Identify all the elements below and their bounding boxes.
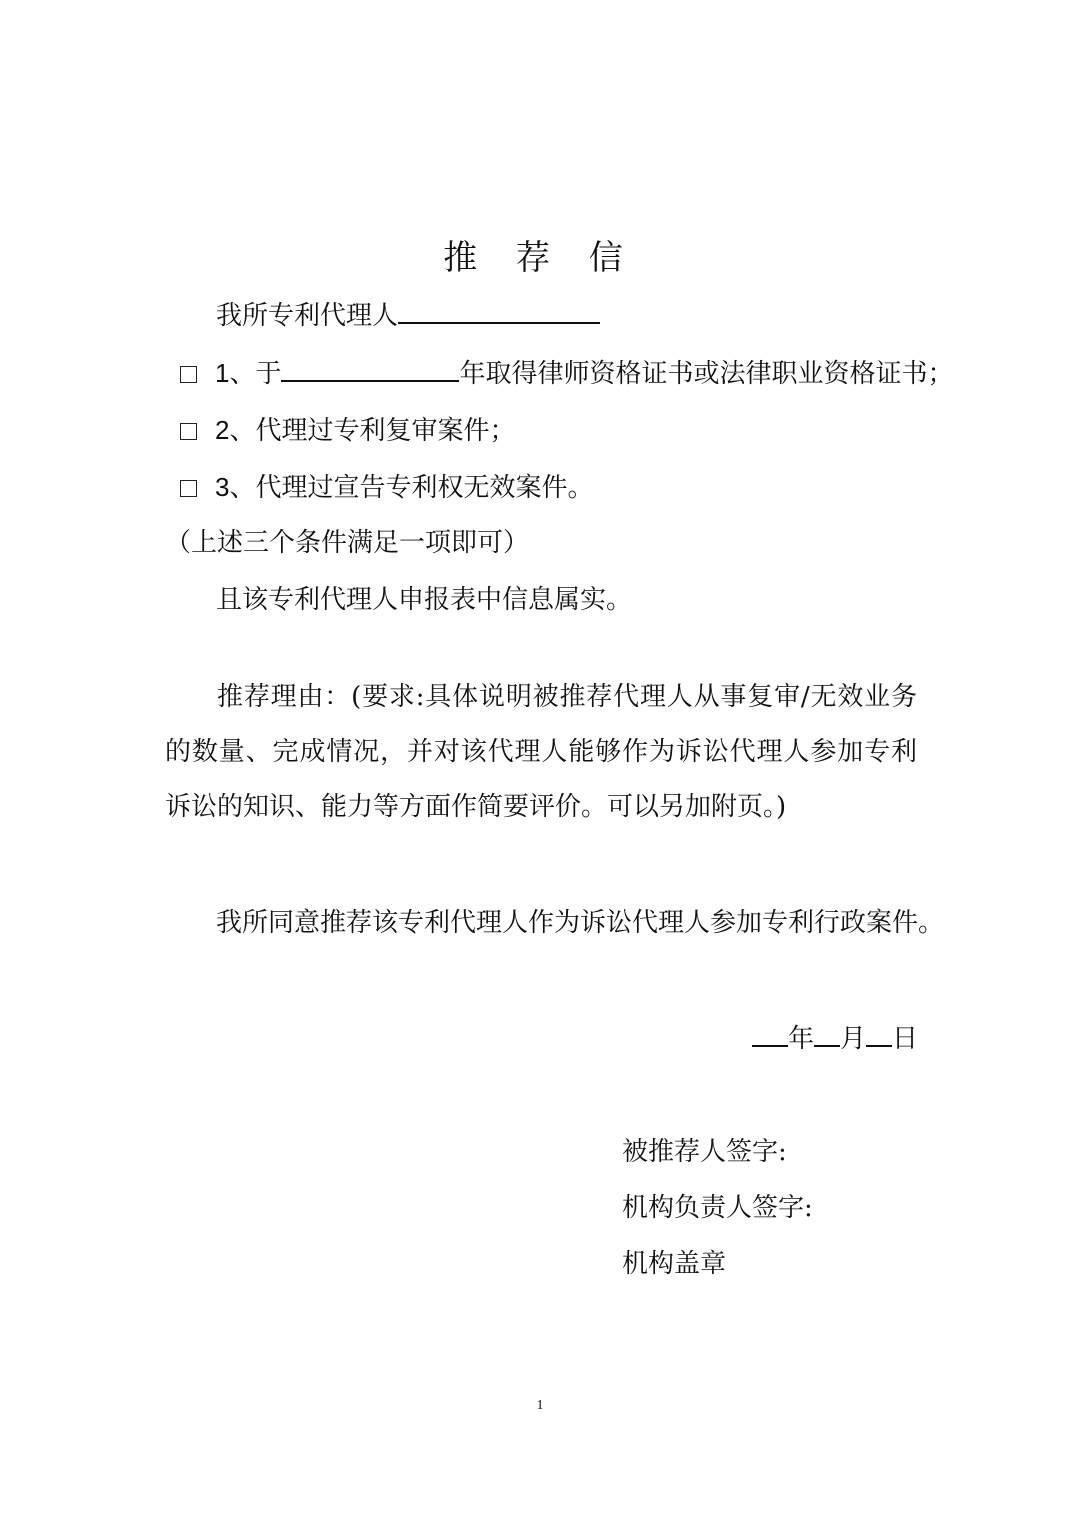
date-day-blank[interactable] bbox=[866, 1021, 892, 1047]
intro-line bbox=[216, 298, 600, 333]
date-year-label: 年 bbox=[788, 1024, 815, 1054]
condition-3-label: 3、代理过宣告专利权无效案件。 bbox=[215, 472, 594, 502]
head-signature-label: 机构负责人签字: bbox=[622, 1193, 813, 1223]
date-month-label: 月 bbox=[840, 1024, 867, 1054]
agent-name-blank[interactable] bbox=[398, 298, 600, 324]
date-year-blank[interactable] bbox=[752, 1021, 788, 1047]
condition-2-label: 2、代理过专利复审案件； bbox=[215, 415, 516, 445]
condition-1 bbox=[180, 356, 953, 391]
reason-paragraph: 推荐理由：(要求:具体说明被推荐代理人从事复审/无效业务的数量、完成情况，并对该代理人能够作为诉讼代理人参加专利诉讼的知识、能力等方面作简要评价。可以另加附页。) bbox=[165, 682, 917, 822]
year-blank[interactable] bbox=[281, 356, 459, 382]
condition-1-suffix: 年取得律师资格证书或法律职业资格证书； bbox=[459, 359, 954, 389]
condition-2 bbox=[180, 413, 515, 448]
date-line bbox=[752, 1021, 918, 1056]
date-month-blank[interactable] bbox=[814, 1021, 840, 1047]
condition-3 bbox=[180, 470, 593, 505]
condition-2-checkbox[interactable] bbox=[180, 423, 197, 440]
condition-1-checkbox[interactable] bbox=[180, 366, 197, 383]
institution-seal-label: 机构盖章 bbox=[622, 1249, 727, 1279]
intro-text: 我所专利代理人 bbox=[216, 301, 399, 331]
recommended-signature-label: 被推荐人签字: bbox=[622, 1137, 787, 1167]
document-title: 推 荐 信 bbox=[443, 238, 637, 278]
condition-3-checkbox[interactable] bbox=[180, 480, 197, 497]
page-number: 1 bbox=[536, 1398, 544, 1413]
conditions-note: （上述三个条件满足一项即可） bbox=[165, 528, 530, 558]
consent-statement: 我所同意推荐该专利代理人作为诉讼代理人参加专利行政案件。 bbox=[216, 908, 945, 938]
condition-1-label: 1、于 bbox=[215, 358, 282, 388]
truth-statement: 且该专利代理人申报表中信息属实。 bbox=[216, 585, 633, 615]
date-day-label: 日 bbox=[892, 1024, 919, 1054]
